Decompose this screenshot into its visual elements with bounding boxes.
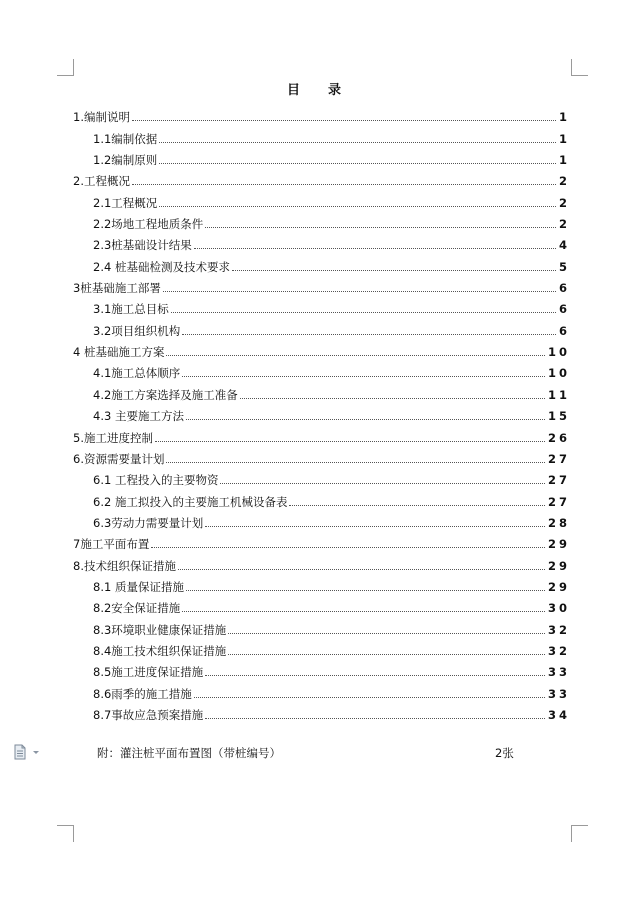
toc-entry[interactable]	[73, 487, 570, 508]
toc-entry[interactable]	[73, 573, 570, 594]
toc-entry-page: 30	[547, 601, 570, 616]
toc-dot-leader	[186, 418, 545, 420]
toc-entry-page: 33	[547, 686, 570, 701]
toc-entry-page: 2	[558, 217, 570, 232]
margin-corner-bottom-right	[571, 825, 588, 842]
toc-dot-leader	[182, 375, 545, 377]
toc-entry[interactable]	[73, 679, 570, 700]
toc-entry-label: 2.3桩基础设计结果	[93, 238, 192, 253]
toc-entry-page: 6	[558, 281, 570, 296]
toc-entry[interactable]	[73, 338, 570, 359]
toc-entry[interactable]	[73, 615, 570, 636]
toc-entry-page: 4	[558, 238, 570, 253]
toc-dot-leader	[182, 610, 545, 612]
toc-entry-page: 28	[547, 515, 570, 530]
toc-dot-leader	[205, 226, 556, 228]
toc-entry[interactable]	[73, 188, 570, 209]
toc-entry-page: 33	[547, 665, 570, 680]
toc-entry[interactable]	[73, 380, 570, 401]
toc-dot-leader	[159, 205, 556, 207]
toc-entry-page: 11	[547, 387, 570, 402]
toc-dot-leader	[205, 525, 545, 527]
toc-dot-leader	[205, 717, 545, 719]
toc-entry-label: 2.1工程概况	[93, 195, 158, 210]
toc-entry-page: 32	[547, 622, 570, 637]
toc-entry[interactable]	[73, 509, 570, 530]
toc-entry-page: 1	[558, 110, 570, 125]
toc-entry-label: 8.7事故应急预案措施	[93, 707, 204, 722]
toc-entry[interactable]	[73, 103, 570, 124]
toc-entry-page: 1	[558, 131, 570, 146]
toc-dot-leader	[155, 440, 545, 442]
toc-entry[interactable]	[73, 594, 570, 615]
toc-dot-leader	[151, 546, 545, 548]
margin-corner-top-left	[57, 59, 74, 76]
toc-entry[interactable]	[73, 252, 570, 273]
toc-dot-leader	[178, 568, 545, 570]
toc-entry-page: 1	[558, 153, 570, 168]
toc-entry-label: 4.1施工总体顺序	[93, 366, 181, 381]
toc-entry[interactable]	[73, 637, 570, 658]
toc-entry-page: 15	[547, 409, 570, 424]
toc-title	[0, 79, 630, 98]
toc-dot-leader	[159, 162, 556, 164]
toc-entry-label: 2.4 桩基础检测及技术要求	[93, 259, 230, 274]
toc-entry-label: 3桩基础施工部署	[73, 281, 161, 296]
table-of-contents	[73, 103, 570, 722]
toc-title-char-2: 录	[328, 83, 344, 98]
toc-entry[interactable]	[73, 210, 570, 231]
toc-entry-page: 5	[558, 259, 570, 274]
toc-entry-label: 8.3环境职业健康保证措施	[93, 622, 227, 637]
toc-entry-page: 10	[547, 345, 570, 360]
toc-entry-page: 6	[558, 302, 570, 317]
toc-dot-leader	[166, 354, 545, 356]
toc-entry-page: 27	[547, 451, 570, 466]
toc-entry-label: 1.2编制原则	[93, 153, 158, 168]
toc-entry[interactable]	[73, 530, 570, 551]
margin-corner-top-right	[571, 59, 588, 76]
appendix-count: 2张	[495, 746, 514, 760]
toc-entry-page: 6	[558, 323, 570, 338]
toc-entry-label: 1.编制说明	[73, 110, 130, 125]
toc-dot-leader	[220, 482, 545, 484]
toc-dot-leader	[163, 290, 556, 292]
toc-entry-label: 4 桩基础施工方案	[73, 345, 165, 360]
toc-entry-label: 8.6雨季的施工措施	[93, 686, 192, 701]
toc-entry-label: 6.3劳动力需要量计划	[93, 515, 204, 530]
toc-entry-label: 6.2 施工拟投入的主要施工机械设备表	[93, 494, 288, 509]
toc-dot-leader	[194, 247, 556, 249]
toc-dot-leader	[132, 119, 556, 121]
toc-entry-label: 2.2场地工程地质条件	[93, 217, 204, 232]
toc-entry-label: 7施工平面布置	[73, 537, 150, 552]
toc-dot-leader	[240, 397, 545, 399]
toc-entry-label: 8.4施工技术组织保证措施	[93, 643, 227, 658]
toc-entry-label: 3.2项目组织机构	[93, 323, 181, 338]
toc-entry-page: 29	[547, 558, 570, 573]
toc-entry[interactable]	[73, 274, 570, 295]
toc-entry[interactable]	[73, 466, 570, 487]
toc-entry-page: 26	[547, 430, 570, 445]
toc-dot-leader	[159, 141, 556, 143]
toc-entry-page: 10	[547, 366, 570, 381]
toc-entry-label: 6.资源需要量计划	[73, 451, 165, 466]
toc-entry[interactable]	[73, 124, 570, 145]
toc-entry-label: 8.技术组织保证措施	[73, 558, 176, 573]
toc-entry-page: 2	[558, 174, 570, 189]
toc-entry-label: 5.施工进度控制	[73, 430, 153, 445]
toc-entry-page: 29	[547, 579, 570, 594]
toc-entry-page: 27	[547, 473, 570, 488]
toc-entry[interactable]	[73, 295, 570, 316]
paste-options-icon[interactable]	[13, 744, 43, 760]
toc-dot-leader	[171, 311, 556, 313]
toc-entry-label: 2.工程概况	[73, 174, 130, 189]
toc-dot-leader	[194, 696, 545, 698]
toc-dot-leader	[228, 653, 545, 655]
toc-entry[interactable]	[73, 402, 570, 423]
toc-entry[interactable]	[73, 167, 570, 188]
toc-entry-label: 8.1 质量保证措施	[93, 579, 184, 594]
toc-dot-leader	[289, 504, 545, 506]
toc-entry-label: 3.1施工总目标	[93, 302, 169, 317]
toc-entry[interactable]	[73, 701, 570, 722]
toc-title-char-1: 目	[286, 83, 302, 98]
toc-dot-leader	[205, 674, 545, 676]
toc-entry[interactable]	[73, 231, 570, 252]
toc-entry[interactable]	[73, 146, 570, 167]
toc-entry[interactable]	[73, 551, 570, 572]
toc-dot-leader	[166, 461, 545, 463]
toc-entry[interactable]	[73, 445, 570, 466]
toc-entry-page: 27	[547, 494, 570, 509]
toc-entry-page: 32	[547, 643, 570, 658]
toc-entry-label: 6.1 工程投入的主要物资	[93, 473, 219, 488]
toc-entry-label: 4.2施工方案选择及施工准备	[93, 387, 238, 402]
toc-entry[interactable]	[73, 423, 570, 444]
toc-entry-label: 8.5施工进度保证措施	[93, 665, 204, 680]
toc-entry-page: 34	[547, 707, 570, 722]
toc-entry[interactable]	[73, 316, 570, 337]
toc-dot-leader	[132, 183, 556, 185]
toc-dot-leader	[186, 589, 545, 591]
toc-entry-label: 4.3 主要施工方法	[93, 409, 184, 424]
toc-entry-label: 1.1编制依据	[93, 131, 158, 146]
toc-dot-leader	[182, 333, 556, 335]
toc-entry-page: 2	[558, 195, 570, 210]
appendix-label: 附：灌注桩平面布置图（带桩编号）	[97, 746, 281, 760]
margin-corner-bottom-left	[57, 825, 74, 842]
toc-entry[interactable]	[73, 658, 570, 679]
toc-entry-page: 29	[547, 537, 570, 552]
toc-entry[interactable]	[73, 359, 570, 380]
toc-entry-label: 8.2安全保证措施	[93, 601, 181, 616]
toc-dot-leader	[232, 269, 556, 271]
toc-dot-leader	[228, 632, 545, 634]
